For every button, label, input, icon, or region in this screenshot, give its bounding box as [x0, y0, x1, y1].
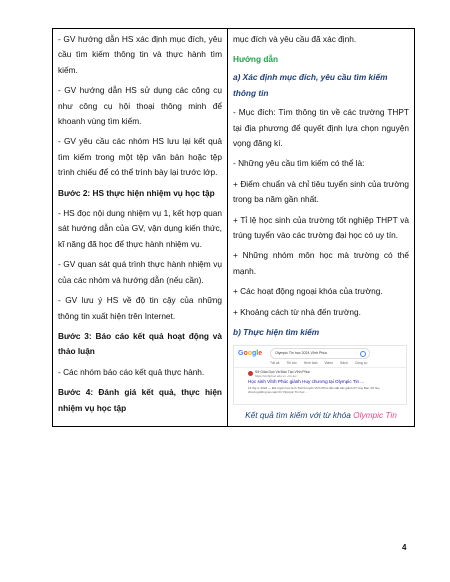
- caption-text: Kết quả tìm kiếm với từ khóa: [245, 409, 354, 420]
- figure-caption: [233, 408, 409, 422]
- subheading-b: b) Thực hiện tìm kiếm: [233, 327, 320, 338]
- right-column: [228, 29, 415, 427]
- result-snippet: 13 thg 4, 2024 — Đội tuyển học sinh THCS tuyển Vĩnh Phúc đã xuất sắc giành 07 Huy Bạc, 05 huy chương Đồng tại cuộc thi 'Olympic Tin học ...: [248, 385, 380, 394]
- google-logo: Google: [238, 349, 263, 357]
- search-tab: Sách: [340, 360, 348, 365]
- left-paragraph: - HS đọc nội dung nhiệm vụ 1, kết hợp quan sát hướng dẫn của GV, vận dụng kiến thức, kĩ năng đã học để thực hành nhiệm vụ.: [58, 208, 222, 249]
- search-tab: Tin tức: [286, 360, 297, 365]
- step-2-heading: Bước 2: HS thực hiện nhiệm vụ học tập: [58, 187, 215, 198]
- search-tabs: [270, 361, 373, 365]
- right-paragraph: + Những nhóm môn học mà trường có thế mạnh.: [233, 250, 409, 276]
- left-paragraph: - GV hướng dẫn HS xác định mục đích, yêu cầu tìm kiếm thông tin và thực hành tìm kiếm.: [58, 34, 222, 75]
- search-query: Olympic Tin học 2024 Vĩnh Phúc: [275, 350, 328, 355]
- divider: [234, 367, 406, 368]
- search-tab: Tất cả: [270, 360, 280, 365]
- left-paragraph: - GV quan sát quá trình thực hành nhiệm vụ của các nhóm và hướng dẫn (nếu cần).: [58, 259, 222, 285]
- page-number: 4: [402, 543, 407, 552]
- left-column: [53, 29, 228, 427]
- site-favicon-icon: [248, 371, 253, 376]
- lesson-table: [52, 28, 415, 427]
- right-paragraph: + Tỉ lệ học sinh của trường tốt nghiệp THPT và trúng tuyển vào các trường đại học có uy tín.: [233, 214, 409, 241]
- step-4-heading: Bước 4: Đánh giá kết quả, thực hiện nhiệm vụ học tập: [58, 387, 222, 413]
- result-url: https://vinhphuc.edu.vn › tin-tuc: [255, 373, 297, 378]
- step-3-heading: Bước 3: Báo cáo kết quả hoạt động và thảo luận: [58, 330, 222, 357]
- search-tab: Video: [324, 360, 334, 365]
- search-tab: Công cụ: [354, 360, 368, 365]
- subheading-a: a) Xác định mục đích, yêu cầu tìm kiếm thông tin: [233, 72, 388, 98]
- caption-keyword: Olympic Tin: [353, 409, 397, 420]
- right-paragraph: mục đích và yêu cầu đã xác định.: [233, 34, 357, 44]
- guide-heading: Hướng dẫn: [233, 54, 279, 65]
- left-paragraph: - GV yêu cầu các nhóm HS lưu lại kết quả tìm kiếm trong một tệp văn bản hoặc tệp trình chiếu để có thể trình bày lại trước lớp.: [58, 136, 222, 178]
- left-paragraph: - GV hướng dẫn HS sử dụng các công cụ như công cụ hội thoại thông minh để khoanh vùng tìm kiếm.: [58, 85, 222, 127]
- right-paragraph: - Mục đích: Tìm thông tin về các trường THPT tại địa phương để quyết định lựa chọn nguyện vọng đăng kí.: [233, 107, 409, 149]
- result-site-name: Sở Giáo Dục Và Đào Tạo Vĩnh Phúc: [255, 369, 311, 374]
- search-tab: Hình ảnh: [303, 360, 318, 365]
- right-paragraph: - Những yêu cầu tìm kiếm có thể là:: [233, 158, 365, 169]
- search-results-screenshot: [233, 345, 407, 405]
- search-box: [270, 348, 370, 359]
- search-icon: [360, 351, 366, 357]
- left-paragraph: - GV lưu ý HS về độ tin cậy của những thông tin xuất hiện trên Internet.: [58, 295, 222, 321]
- right-paragraph: + Khoảng cách từ nhà đến trường.: [233, 306, 361, 317]
- right-paragraph: + Các hoạt động ngoại khóa của trường.: [233, 286, 383, 297]
- right-paragraph: + Điểm chuẩn và chỉ tiêu tuyển sinh của trường trong ba năm gần nhất.: [233, 178, 409, 205]
- left-paragraph: - Các nhóm báo cáo kết quả thực hành.: [58, 366, 205, 377]
- result-title: Học sinh Vĩnh Phúc giành Huy chương tại Olympic Tin ...: [248, 378, 365, 384]
